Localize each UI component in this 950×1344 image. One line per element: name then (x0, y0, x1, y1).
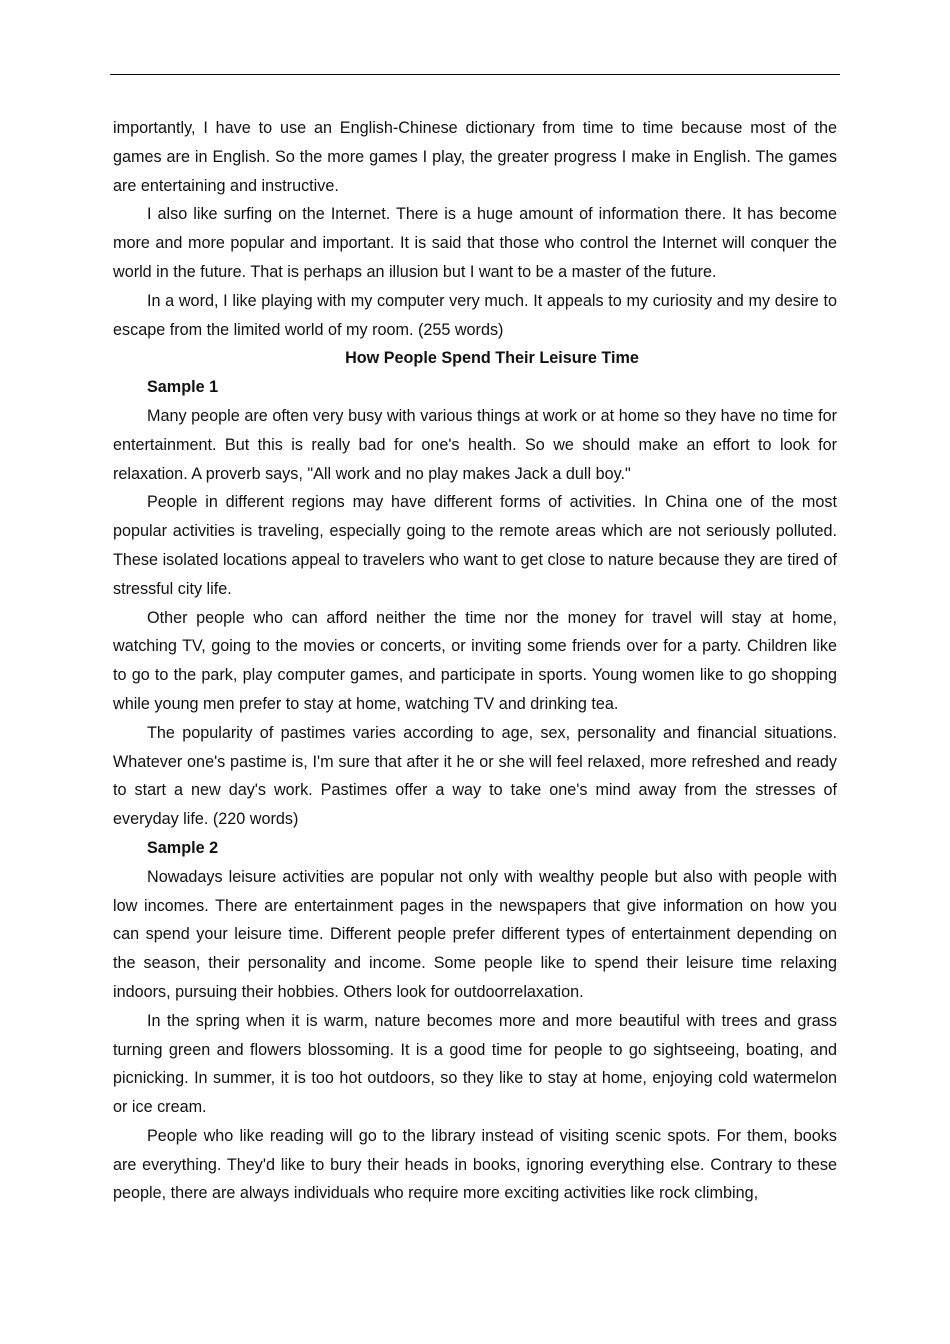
section-title: How People Spend Their Leisure Time (345, 349, 639, 368)
sample-1-paragraph: Other people who can afford neither the time nor the money for travel will stay at home, watching TV, going to the movies or concerts, or inviting some friends over for a party. Children like to go to the park, play computer games, and participate in sports. Young women like to go shopping while young men prefer to stay at home, watching TV and drinking tea. (113, 608, 837, 713)
sample-2-paragraph: People who like reading will go to the library instead of visiting scenic spots. For them, books are everything. They'd like to bury their heads in books, ignoring everything else. Contrary to these people, there are always individuals who require more exciting activities like rock climbing, (113, 1126, 837, 1203)
paragraph-conclusion: In a word, I like playing with my computer very much. It appeals to my curiosity and my desire to escape from the limited world of my room. (255 words) (113, 291, 837, 339)
header-rule (110, 74, 840, 75)
paragraph-continuation: importantly, I have to use an English-Chinese dictionary from time to time because most of the games are in English. So the more games I play, the greater progress I make in English. The games are entertaining and instructive. (113, 119, 837, 195)
sample-1-paragraph: Many people are often very busy with various things at work or at home so they have no time for entertainment. But this is really bad for one's health. So we should make an effort to look for relaxation. A proverb says, "All work and no play makes Jack a dull boy." (113, 406, 837, 483)
sample-1-paragraph: People in different regions may have different forms of activities. In China one of the most popular activities is traveling, especially going to the remote areas which are not seriously polluted. These isolated locations appeal to travelers who want to get close to nature because they are tired of stressful city life. (113, 493, 837, 598)
sample-2-paragraph: In the spring when it is warm, nature becomes more and more beautiful with trees and grass turning green and flowers blossoming. It is a good time for people to go sightseeing, boating, and picnicking. In summer, it is too hot outdoors, so they like to stay at home, enjoying cold watermelon or ice cream. (113, 1011, 837, 1117)
sample-1-paragraph: The popularity of pastimes varies according to age, sex, personality and financial situations. Whatever one's pastime is, I'm sure that after it he or she will feel relaxed, more refreshed and ready to start a new day's work. Pastimes offer a way to take one's mind away from the stresses of everyday life. (220 words) (113, 723, 837, 829)
paragraph-internet: I also like surfing on the Internet. There is a huge amount of information there. It has become more and more popular and important. It is said that those who control the Internet will conquer the world in the future. That is perhaps an illusion but I want to be a master of the future. (113, 205, 837, 281)
sample-1-heading: Sample 1 (147, 378, 219, 397)
sample-2-paragraph: Nowadays leisure activities are popular not only with wealthy people but also with people with low incomes. There are entertainment pages in the newspapers that give information on how you can spend your leisure time. Different people prefer different types of entertainment depending on the season, their personality and income. Some people like to spend their leisure time relaxing indoors, pursuing their hobbies. Others look for outdoorrelaxation. (113, 867, 837, 1001)
document-body (113, 114, 837, 1208)
sample-2-heading: Sample 2 (147, 838, 219, 857)
